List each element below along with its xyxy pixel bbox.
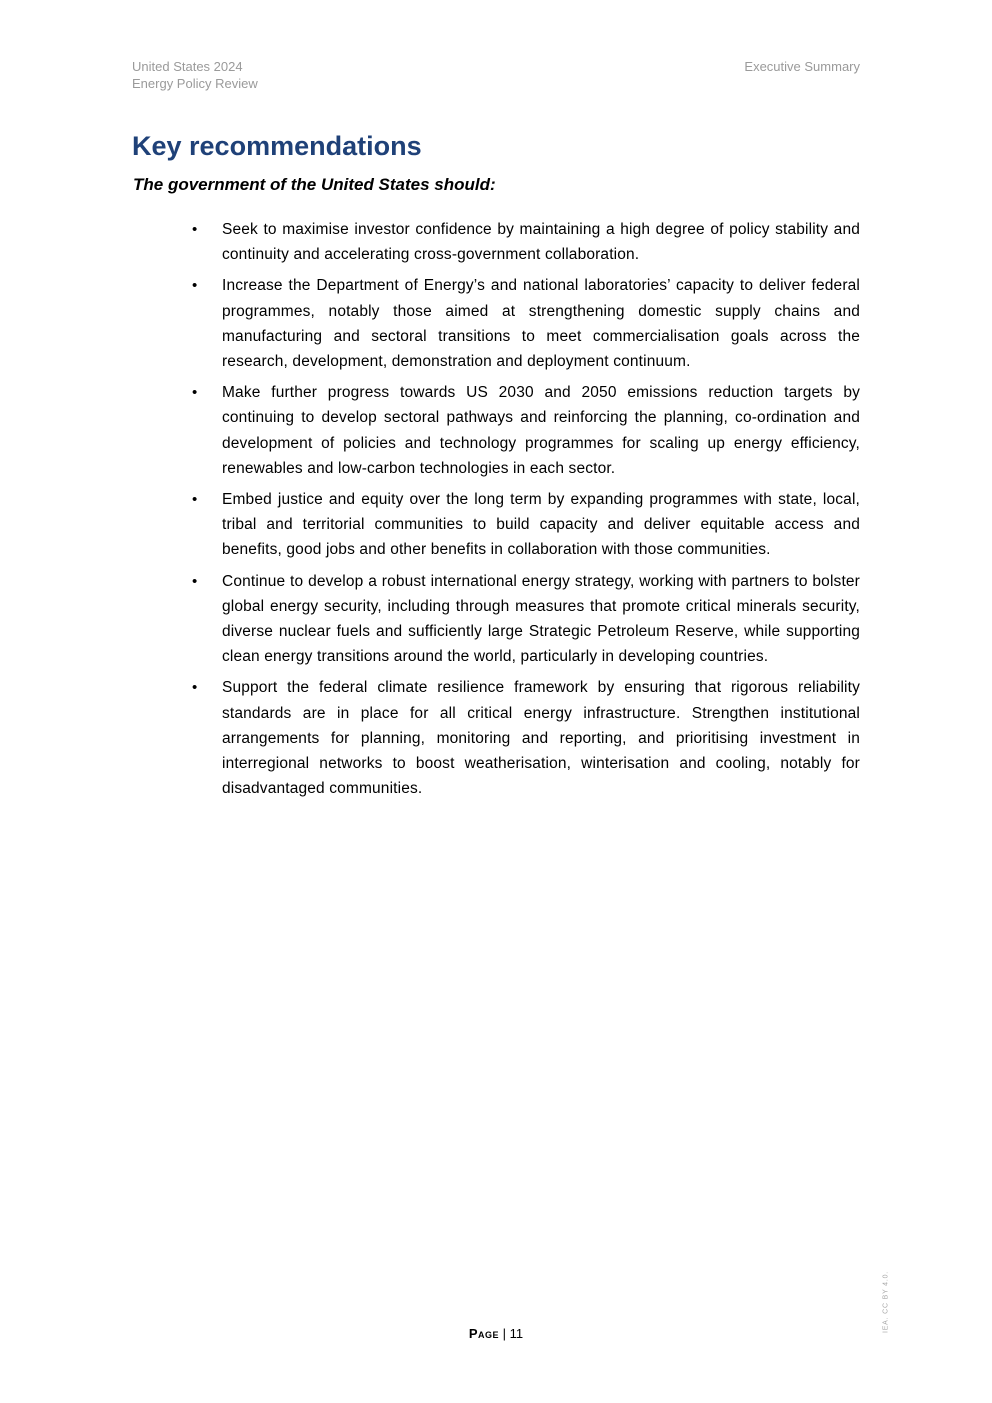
- recommendation-item: [190, 675, 860, 801]
- lead-in-text: The government of the United States should:: [133, 175, 496, 194]
- recommendation-text: Seek to maximise investor confidence by maintaining a high degree of policy stability and continuity and accelerating cross-government collaboration.: [222, 221, 860, 264]
- header-publication-subtitle: Energy Policy Review: [132, 76, 258, 91]
- bullet-icon: •: [192, 277, 198, 295]
- page-number: 11: [509, 1326, 524, 1341]
- bullet-icon: •: [192, 384, 198, 402]
- recommendations-list: [190, 217, 860, 807]
- recommendation-item: [190, 217, 860, 267]
- recommendation-text: Embed justice and equity over the long term by expanding programmes with state, local, tribal and territorial communities to build capacity and deliver equitable access and benefits, good jobs and other benefits in collaboration with those communities.: [222, 491, 860, 559]
- page-label: Page: [468, 1326, 500, 1341]
- recommendation-item: [190, 380, 860, 481]
- recommendation-text: Increase the Department of Energy’s and national laboratories’ capacity to deliver federal programmes, notably those aimed at strengthening domestic supply chains and manufacturing and sectoral transitions to meet commercialisation goals across the research, development, demonstration and deployment continuum.: [222, 277, 860, 371]
- bullet-icon: •: [192, 572, 198, 590]
- recommendation-item: [190, 487, 860, 563]
- section-title: Key recommendations: [132, 131, 422, 161]
- recommendation-text: Support the federal climate resilience framework by ensuring that rigorous reliability standards are in place for all critical energy infrastructure. Strengthen institutional arrangements for planning, monitoring and reporting, and prioritising investment in interregional networks to boost weatherisation, winterisation and cooling, notably for disadvantaged communities.: [222, 679, 860, 798]
- header-section-name: Executive Summary: [744, 59, 860, 74]
- recommendation-item: [190, 569, 860, 670]
- recommendation-text: Continue to develop a robust international energy strategy, working with partners to bolster global energy security, including through measures that promote critical minerals security, diverse nuclear fuels and sufficiently large Strategic Petroleum Reserve, while supporting clean energy transitions around the world, particularly in developing countries.: [222, 572, 860, 666]
- recommendation-text: Make further progress towards US 2030 and 2050 emissions reduction targets by continuing to develop sectoral pathways and reinforcing the planning, co-ordination and development of policies and technology programmes for scaling up energy efficiency, renewables and low-carbon technologies in each sector.: [222, 384, 860, 477]
- bullet-icon: •: [192, 221, 198, 238]
- header-publication: [132, 58, 258, 92]
- license-credit: IEA. CC BY 4.0.: [882, 1270, 890, 1334]
- bullet-icon: •: [192, 491, 198, 509]
- recommendation-item: [190, 273, 860, 374]
- page-footer: [0, 1325, 992, 1343]
- page-separator: |: [499, 1326, 510, 1341]
- header-publication-title: United States 2024: [132, 59, 243, 74]
- bullet-icon: •: [192, 679, 198, 697]
- page-header: [132, 58, 860, 92]
